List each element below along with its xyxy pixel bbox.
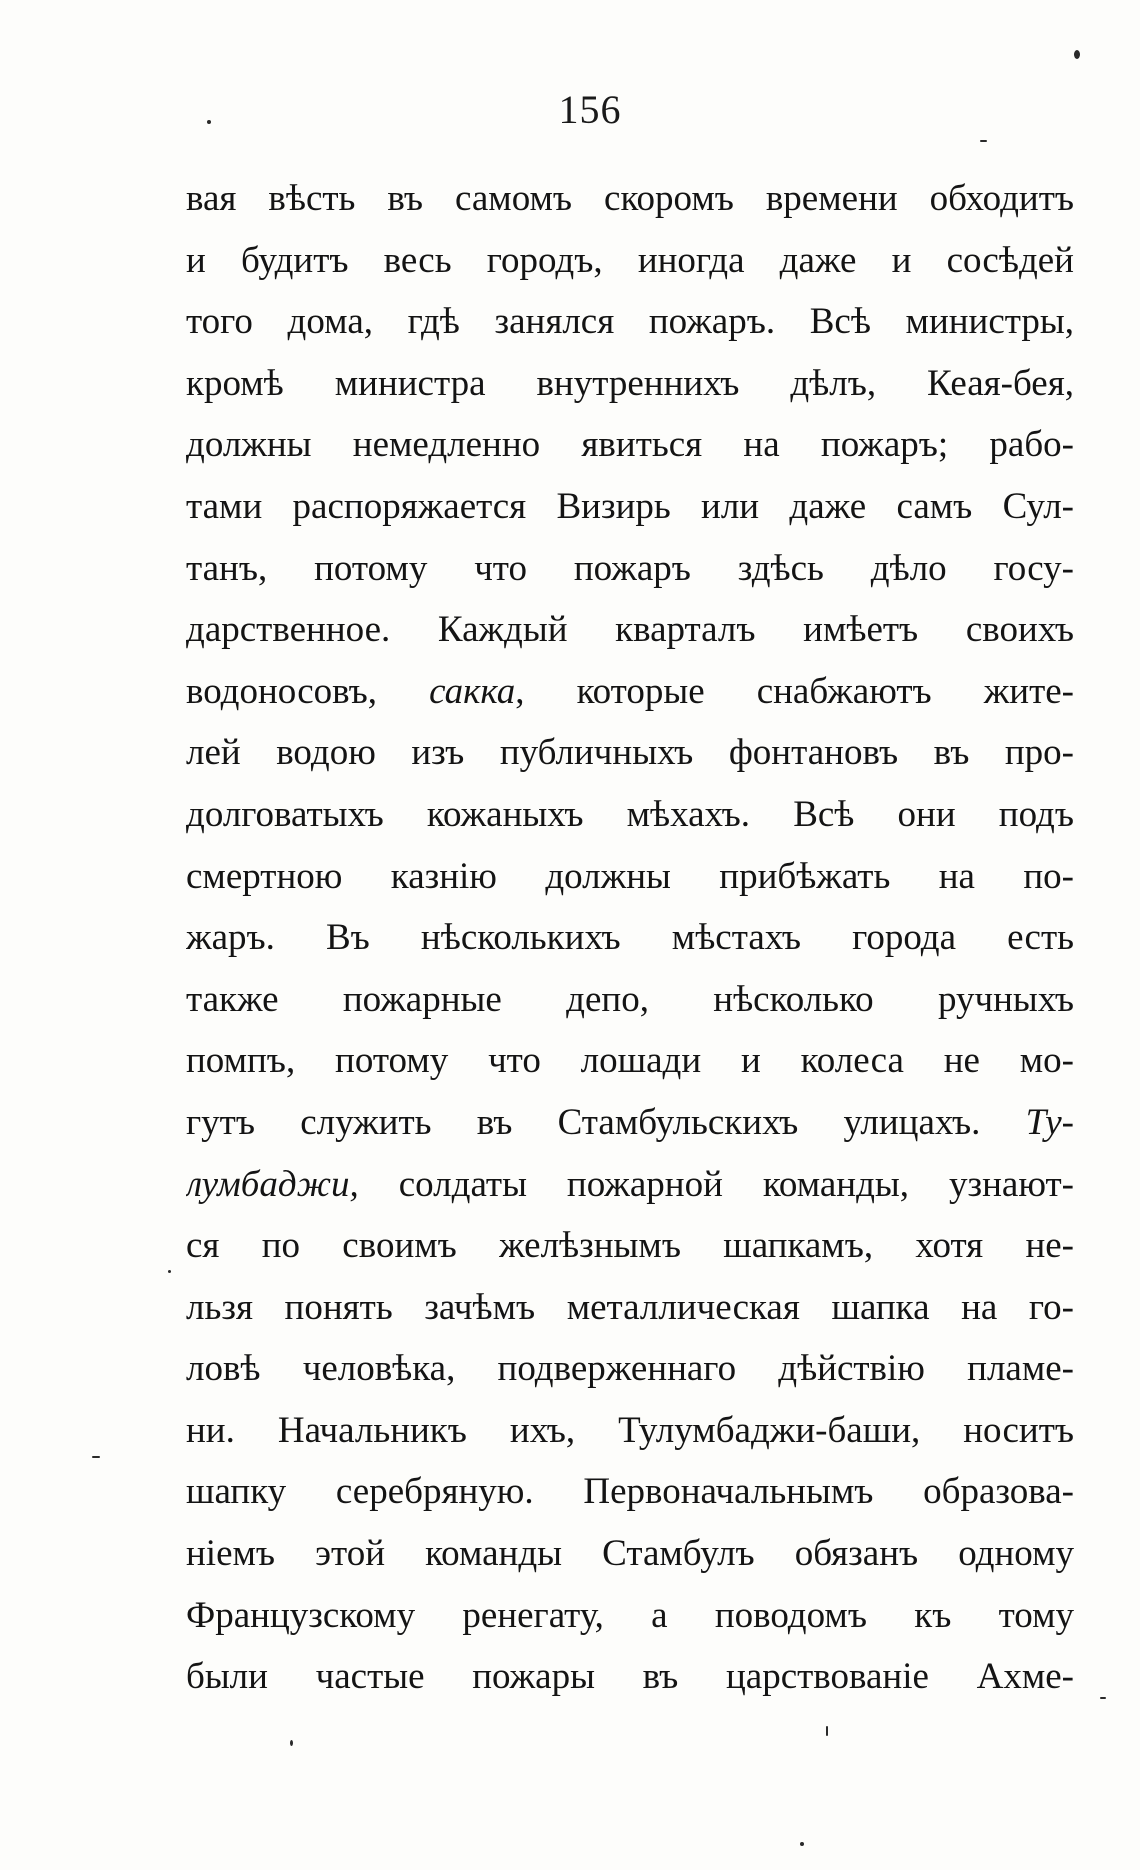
scan-speck: [980, 140, 987, 142]
text-line: также пожарные депо, нѣсколько ручныхъ: [186, 978, 1074, 1020]
italic-term: лумбаджи,: [186, 1163, 359, 1205]
text-line: ніемъ этой команды Стамбулъ обязанъ одному: [186, 1533, 1074, 1575]
text-line: ловѣ человѣка, подверженнаго дѣйствію пламе-: [186, 1348, 1074, 1390]
text-line: льзя понять зачѣмъ металлическая шапка на го-: [186, 1286, 1074, 1328]
text-line: вая вѣсть въ самомъ скоромъ времени обходитъ: [186, 178, 1074, 219]
text-line: ся по своимъ желѣзнымъ шапкамъ, хотя не-: [186, 1225, 1074, 1267]
text-line: Французскому ренегату, а поводомъ къ тому: [186, 1594, 1074, 1636]
text-line: шапку серебряную. Первоначальнымъ образова-: [186, 1471, 1074, 1513]
text-run: , которые снабжаютъ жите-: [515, 670, 1074, 712]
text-line: [186, 1154, 1074, 1216]
text-line: того дома, гдѣ занялся пожаръ. Всѣ министры,: [186, 301, 1074, 343]
italic-term: сакка: [429, 670, 516, 712]
scan-speck: [207, 120, 211, 124]
text-line: жаръ. Въ нѣсколькихъ мѣстахъ города есть: [186, 917, 1074, 959]
italic-term: Ту-: [1025, 1101, 1074, 1143]
text-line: должны немедленно явиться на пожаръ; рабо-: [186, 424, 1074, 466]
scan-speck: [168, 1270, 171, 1273]
body-text: [186, 168, 1074, 1708]
text-line: дарственное. Каждый кварталъ имѣетъ своихъ: [186, 609, 1074, 651]
text-line: [186, 661, 1074, 723]
text-line: смертною казнію должны прибѣжать на по-: [186, 855, 1074, 897]
scan-speck: [1074, 50, 1080, 59]
text-line: кромѣ министра внутреннихъ дѣлъ, Кеая-бея,: [186, 362, 1074, 404]
text-line: ни. Начальникъ ихъ, Тулумбаджи-баши, носитъ: [186, 1409, 1074, 1451]
text-line: танъ, потому что пожаръ здѣсь дѣло госу-: [186, 547, 1074, 589]
text-line: тами распоряжается Визирь или даже самъ Сул-: [186, 485, 1074, 527]
text-run: гутъ служить въ Стамбульскихъ улицахъ.: [186, 1101, 1026, 1143]
scan-speck: [826, 1726, 828, 1736]
text-line: помпъ, потому что лошади и колеса не мо-: [186, 1040, 1074, 1082]
text-line: лей водою изъ публичныхъ фонтановъ въ про-: [186, 732, 1074, 774]
text-line: и будитъ весь городъ, иногда даже и сосѣдей: [186, 239, 1074, 281]
text-line: долговатыхъ кожаныхъ мѣхахъ. Всѣ они подъ: [186, 793, 1074, 835]
page-number: 156: [558, 87, 622, 132]
text-line: были частые пожары въ царствованіе Ахме-: [186, 1656, 1074, 1698]
scan-speck: [1100, 1697, 1106, 1699]
scan-speck: [800, 1842, 804, 1846]
text-run: водоносовъ,: [186, 670, 430, 712]
text-run: солдаты пожарной команды, узнают-: [358, 1163, 1074, 1205]
scan-speck: [92, 1456, 100, 1458]
scan-speck: [290, 1740, 293, 1746]
text-line: [186, 1092, 1074, 1154]
